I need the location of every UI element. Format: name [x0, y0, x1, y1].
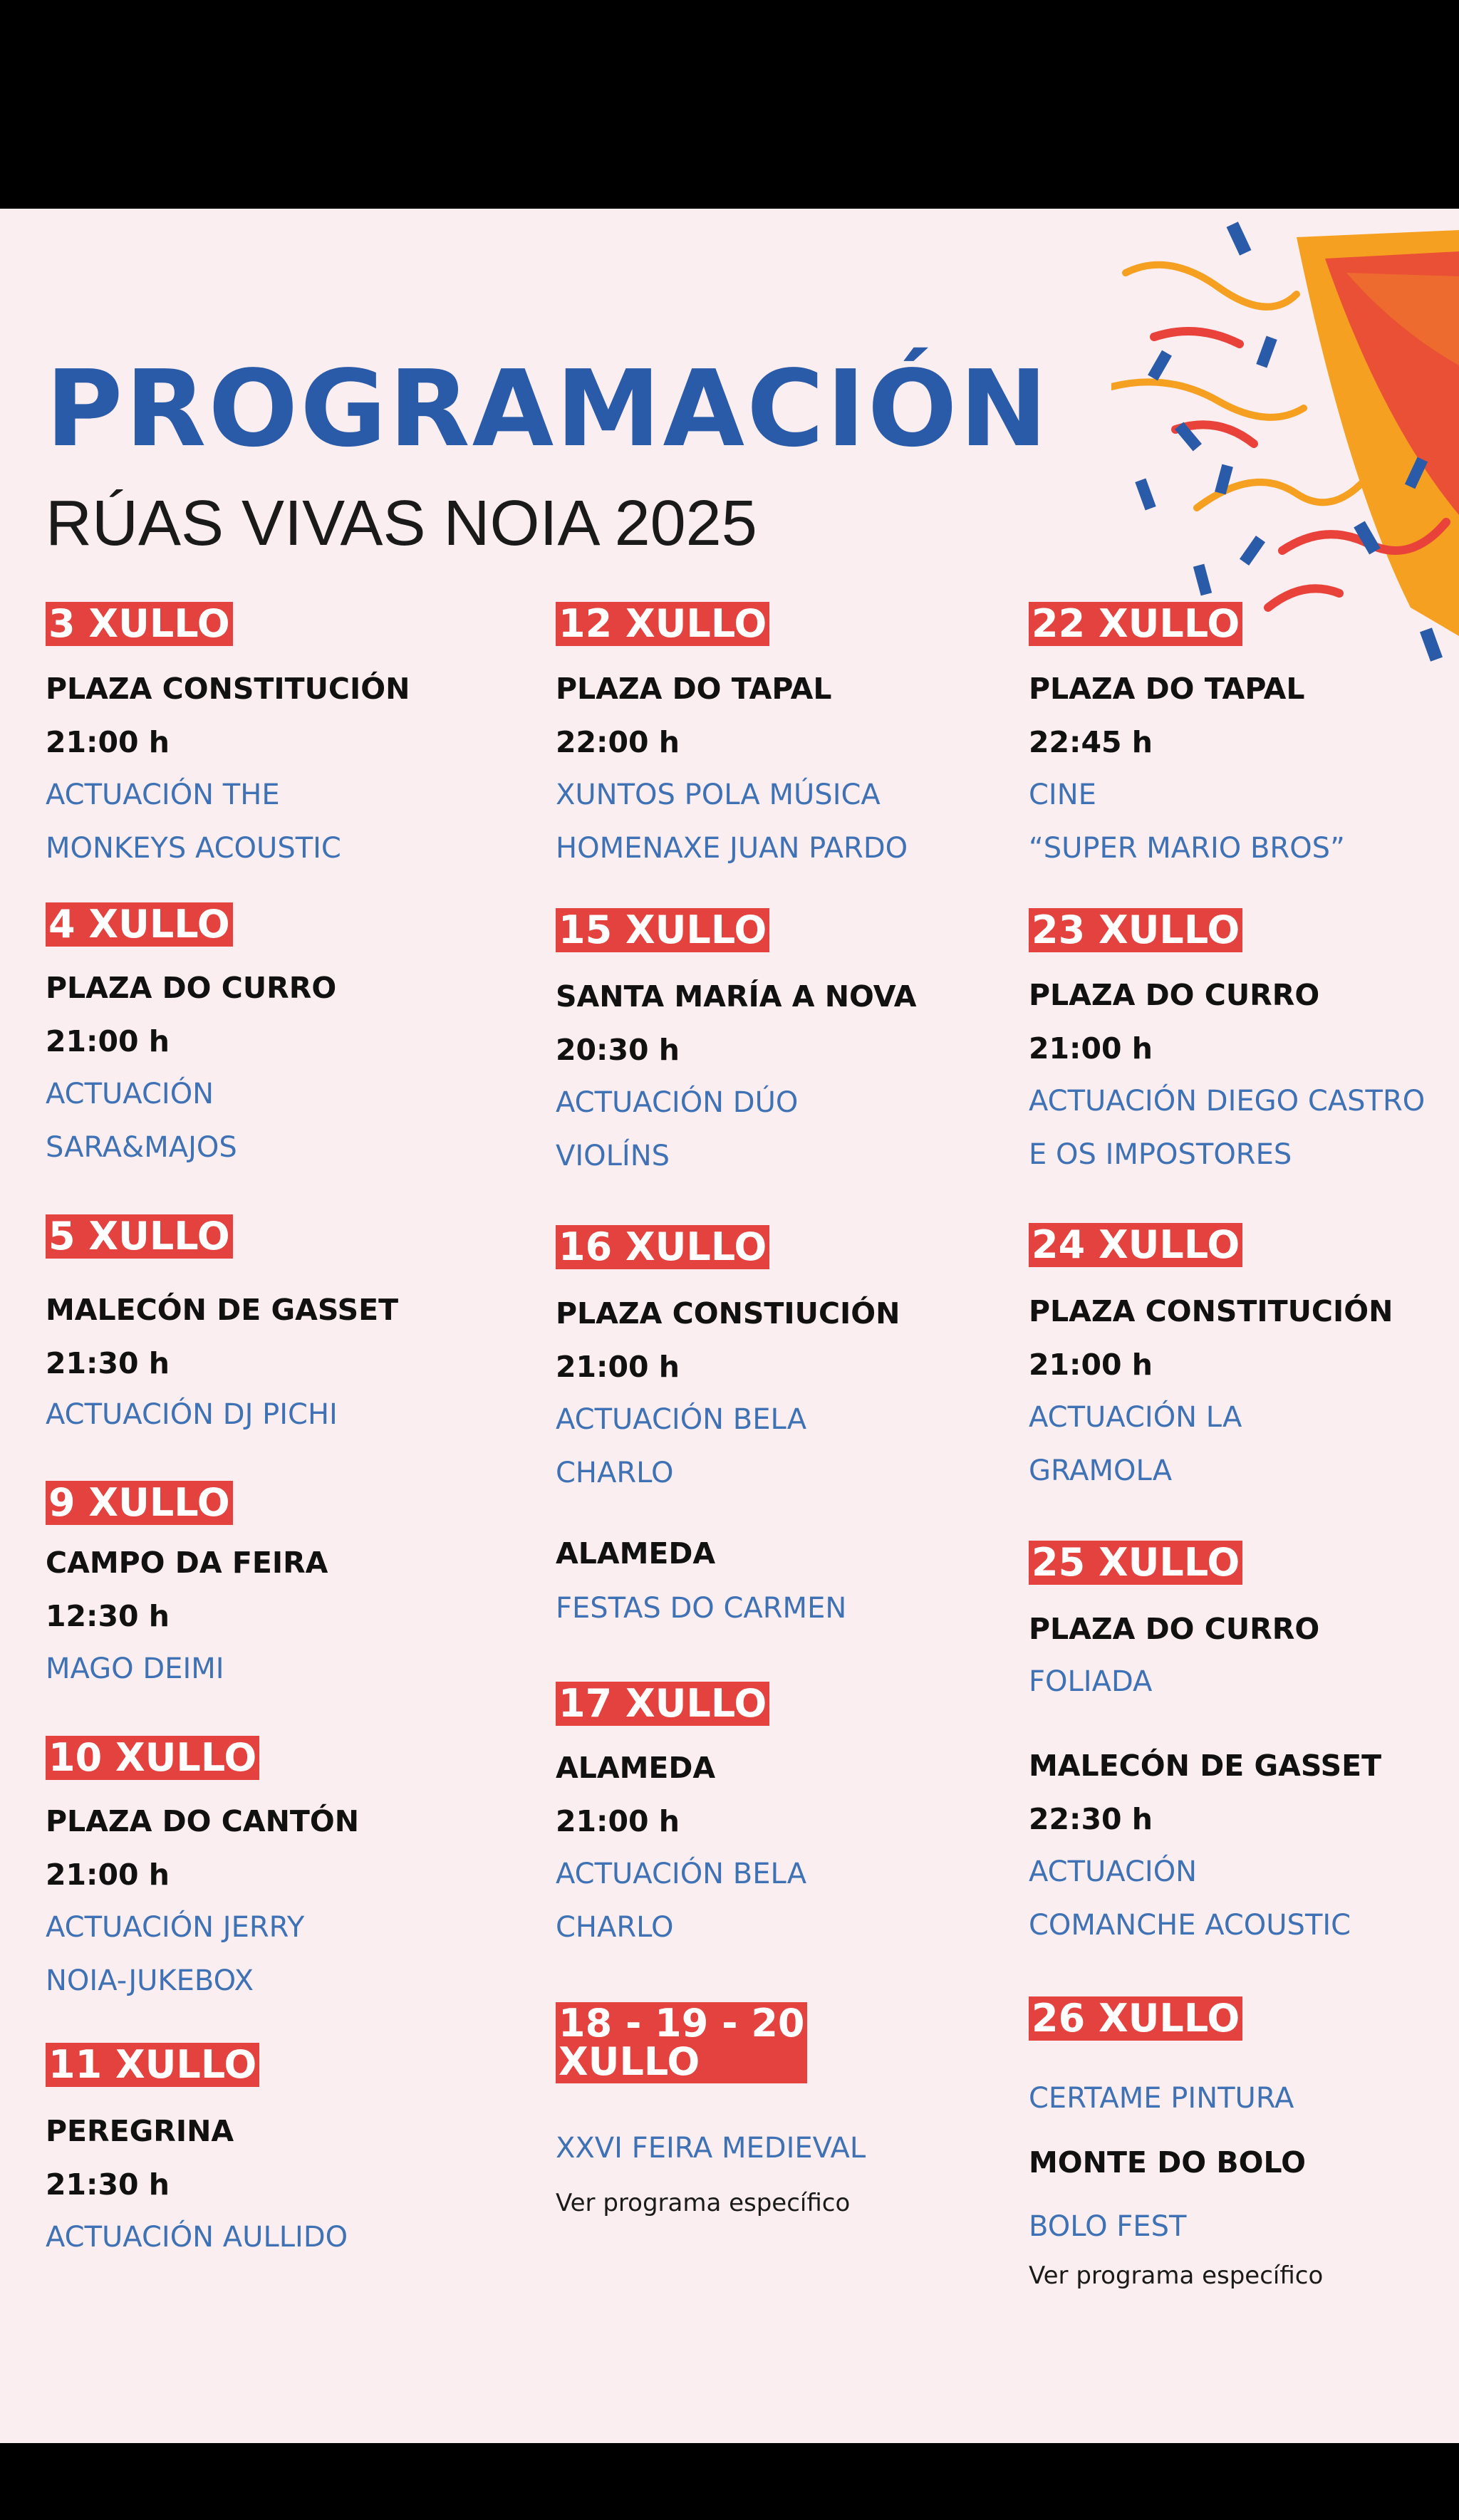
event-activity: ACTUACIÓN THE	[46, 779, 280, 811]
event-place: SANTA MARÍA A NOVA	[556, 979, 917, 1014]
event-activity: XUNTOS POLA MÚSICA	[556, 779, 881, 811]
event-activity: CERTAME PINTURA	[1029, 2082, 1294, 2115]
event-time: 22:00 h	[556, 725, 680, 759]
event-date: 25 XULLO	[1029, 1541, 1242, 1585]
event-date-line: 18 - 19 - 20	[559, 2001, 805, 2046]
event-date	[556, 2002, 807, 2083]
event-activity: MAGO DEIMI	[46, 1652, 224, 1685]
event-place: MALECÓN DE GASSET	[46, 1293, 399, 1327]
event-place: PLAZA DO TAPAL	[556, 672, 832, 706]
event-activity: CHARLO	[556, 1457, 674, 1489]
event-place: ALAMEDA	[556, 1751, 716, 1785]
event-date: 15 XULLO	[556, 908, 769, 952]
event-activity: SARA&MAJOS	[46, 1131, 237, 1164]
event-place: ALAMEDA	[556, 1536, 716, 1571]
event-place: PLAZA CONSTITUCIÓN	[1029, 1294, 1393, 1328]
event-date: 10 XULLO	[46, 1736, 259, 1780]
event-activity: ACTUACIÓN BELA	[556, 1403, 807, 1436]
event-activity: CINE	[1029, 779, 1096, 811]
event-place: MALECÓN DE GASSET	[1029, 1749, 1382, 1783]
event-date: 24 XULLO	[1029, 1223, 1242, 1267]
event-time: 22:45 h	[1029, 725, 1153, 759]
event-activity: COMANCHE ACOUSTIC	[1029, 1909, 1351, 1942]
event-activity: ACTUACIÓN	[46, 1078, 214, 1110]
event-activity: MONKEYS ACOUSTIC	[46, 832, 341, 865]
event-place: PLAZA DO TAPAL	[1029, 672, 1305, 706]
event-activity: E OS IMPOSTORES	[1029, 1138, 1292, 1171]
event-place: PLAZA DO CANTÓN	[46, 1804, 360, 1838]
event-time: 12:30 h	[46, 1599, 170, 1633]
event-activity: CHARLO	[556, 1911, 674, 1944]
event-activity: ACTUACIÓN DJ PICHI	[46, 1398, 338, 1431]
event-date: 23 XULLO	[1029, 908, 1242, 952]
event-time: 21:00 h	[46, 1858, 170, 1892]
event-activity: FESTAS DO CARMEN	[556, 1592, 847, 1625]
event-place: PLAZA CONSTITUCIÓN	[46, 672, 410, 706]
event-time: 21:00 h	[1029, 1348, 1153, 1382]
event-time: 21:30 h	[46, 1346, 170, 1380]
event-date: 5 XULLO	[46, 1214, 233, 1259]
event-place: PLAZA CONSTIUCIÓN	[556, 1296, 900, 1331]
event-time: 21:00 h	[556, 1350, 680, 1384]
event-time: 21:00 h	[46, 1024, 170, 1058]
event-place: PLAZA DO CURRO	[1029, 1612, 1320, 1646]
event-place: PEREGRINA	[46, 2114, 234, 2148]
event-place: CAMPO DA FEIRA	[46, 1546, 328, 1580]
event-note: Ver programa específico	[1029, 2261, 1324, 2290]
top-black-bar	[0, 0, 1459, 209]
event-activity: GRAMOLA	[1029, 1454, 1173, 1487]
event-note: Ver programa específico	[556, 2189, 851, 2217]
event-place: MONTE DO BOLO	[1029, 2145, 1306, 2180]
event-activity: ACTUACIÓN JERRY	[46, 1911, 305, 1944]
event-date: 16 XULLO	[556, 1225, 769, 1269]
event-time: 20:30 h	[556, 1033, 680, 1067]
event-date: 12 XULLO	[556, 602, 769, 646]
event-activity: FOLIADA	[1029, 1665, 1153, 1698]
event-time: 22:30 h	[1029, 1802, 1153, 1836]
event-date: 26 XULLO	[1029, 1996, 1242, 2041]
event-activity: ACTUACIÓN AULLIDO	[46, 2221, 348, 2254]
event-place: PLAZA DO CURRO	[1029, 978, 1320, 1012]
event-activity: HOMENAXE JUAN PARDO	[556, 832, 908, 865]
event-activity: XXVI FEIRA MEDIEVAL	[556, 2132, 866, 2165]
event-activity: ACTUACIÓN BELA	[556, 1858, 807, 1890]
event-activity: NOIA-JUKEBOX	[46, 1964, 254, 1997]
event-activity: BOLO FEST	[1029, 2210, 1187, 2243]
event-date: 9 XULLO	[46, 1481, 233, 1525]
event-time: 21:00 h	[46, 725, 170, 759]
event-time: 21:30 h	[46, 2167, 170, 2202]
page-title: PROGRAMACIÓN	[46, 348, 1050, 470]
event-time: 21:00 h	[1029, 1031, 1153, 1066]
event-activity: ACTUACIÓN DÚO	[556, 1086, 799, 1119]
event-time: 21:00 h	[556, 1804, 680, 1838]
bottom-black-bar	[0, 2443, 1459, 2520]
event-date: 3 XULLO	[46, 602, 233, 646]
event-date: 11 XULLO	[46, 2043, 259, 2087]
event-activity: VIOLÍNS	[556, 1140, 670, 1172]
event-date: 17 XULLO	[556, 1682, 769, 1726]
event-date: 22 XULLO	[1029, 602, 1242, 646]
event-activity: ACTUACIÓN LA	[1029, 1401, 1242, 1434]
event-activity: ACTUACIÓN DIEGO CASTRO	[1029, 1085, 1426, 1118]
event-date: 4 XULLO	[46, 902, 233, 947]
event-place: PLAZA DO CURRO	[46, 971, 337, 1005]
event-activity: ACTUACIÓN	[1029, 1855, 1198, 1888]
page-subtitle: RÚAS VIVAS NOIA 2025	[46, 488, 757, 559]
event-activity: “SUPER MARIO BROS”	[1029, 832, 1345, 865]
event-date-line: XULLO	[559, 2039, 700, 2084]
